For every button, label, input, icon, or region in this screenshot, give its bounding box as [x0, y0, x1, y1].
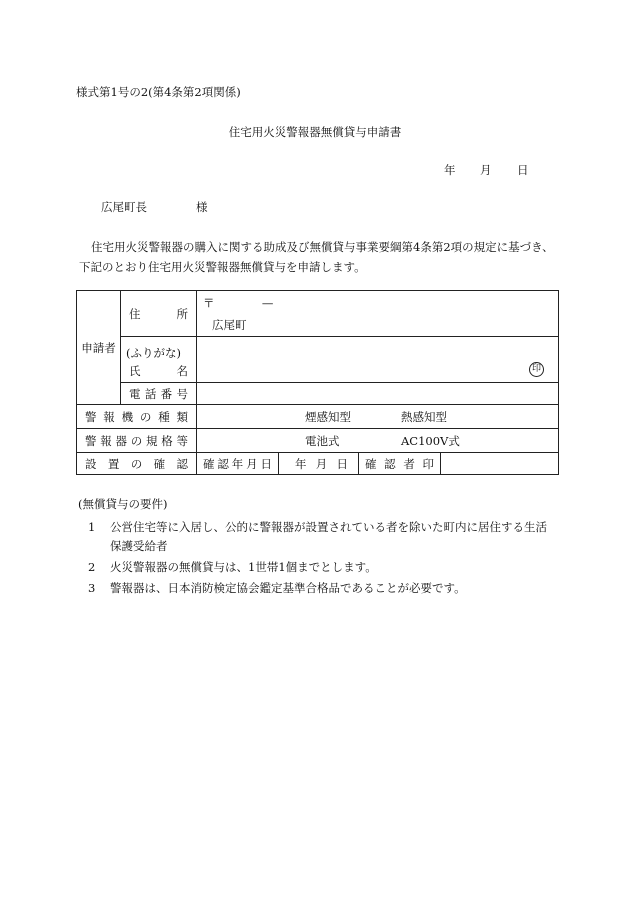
confirm-date-label: 確 認 年 月 日	[203, 456, 272, 471]
confirm-date-label-cell	[197, 453, 279, 475]
alarm-type-field[interactable]	[197, 405, 559, 429]
applicant-label: 申請者	[81, 340, 116, 355]
alarm-type-option-smoke[interactable]: 煙感知型	[305, 409, 351, 424]
application-form-table	[76, 290, 559, 475]
date-month-label: 月	[480, 163, 492, 177]
alarm-spec-field[interactable]	[197, 429, 559, 453]
applicant-label-cell	[77, 291, 121, 405]
postal-dash: —	[261, 296, 274, 310]
install-confirm-label: 設 置 の 確 認	[85, 456, 188, 471]
body-text: 住宅用火災警報器の購入に関する助成及び無償貸与事業要綱第4条第2項の規定に基づき、下記のとおり住宅用火災警報器無償貸与を申請します。	[79, 240, 554, 274]
requirements-section	[78, 496, 558, 600]
name-label-cell	[121, 337, 197, 383]
address-label-cell	[121, 291, 197, 337]
page-title: 住宅用火災警報器無償貸与申請書	[228, 125, 402, 139]
phone-field[interactable]	[197, 383, 559, 405]
requirement-item: 3 警報器は、日本消防検定協会鑑定基準合格品であることが必要です。	[88, 581, 466, 595]
requirement-item: 1 公営住宅等に入居し、公的に警報器が設置されている者を除いた町内に居住する生活保護受給者	[88, 520, 547, 553]
alarm-spec-option-ac100v[interactable]: AC100V式	[401, 433, 460, 448]
requirement-item: 2 火災警報器の無償貸与は、1世帯1個までとします。	[88, 560, 377, 574]
date-year-label: 年	[444, 163, 456, 177]
furigana-label: (ふりがな)	[126, 345, 181, 360]
confirmer-seal-field[interactable]	[441, 453, 559, 475]
alarm-type-label-cell	[77, 405, 197, 429]
phone-label-cell	[121, 383, 197, 405]
confirm-date-parts: 年 月 日	[295, 456, 348, 471]
name-field[interactable]	[197, 337, 559, 383]
alarm-type-option-heat[interactable]: 熱感知型	[401, 409, 447, 424]
confirm-date-field[interactable]	[279, 453, 359, 475]
address-field[interactable]	[197, 291, 559, 337]
phone-label: 電 話 番 号	[129, 386, 188, 401]
confirmer-label: 確 認 者 印	[365, 456, 434, 471]
requirements-heading: (無償貸与の要件)	[78, 497, 168, 511]
addressee-honorific: 様	[196, 200, 208, 214]
alarm-type-label: 警 報 機 の 種 類	[85, 409, 188, 424]
alarm-spec-label: 警 報 器 の 規 格 等	[85, 433, 188, 448]
install-confirm-label-cell	[77, 453, 197, 475]
date-day-label: 日	[517, 163, 529, 177]
town-name: 広尾町	[212, 318, 247, 332]
form-number: 様式第1号の2(第4条第2項関係)	[76, 85, 241, 99]
address-label: 住 所	[129, 306, 188, 321]
alarm-spec-option-battery[interactable]: 電池式	[305, 433, 340, 448]
confirmer-label-cell	[359, 453, 441, 475]
name-label: 氏 名	[129, 363, 188, 378]
postal-mark: 〒	[203, 296, 215, 310]
addressee-name: 広尾町長	[101, 200, 147, 214]
alarm-spec-label-cell	[77, 429, 197, 453]
seal-mark: 印	[529, 362, 544, 377]
